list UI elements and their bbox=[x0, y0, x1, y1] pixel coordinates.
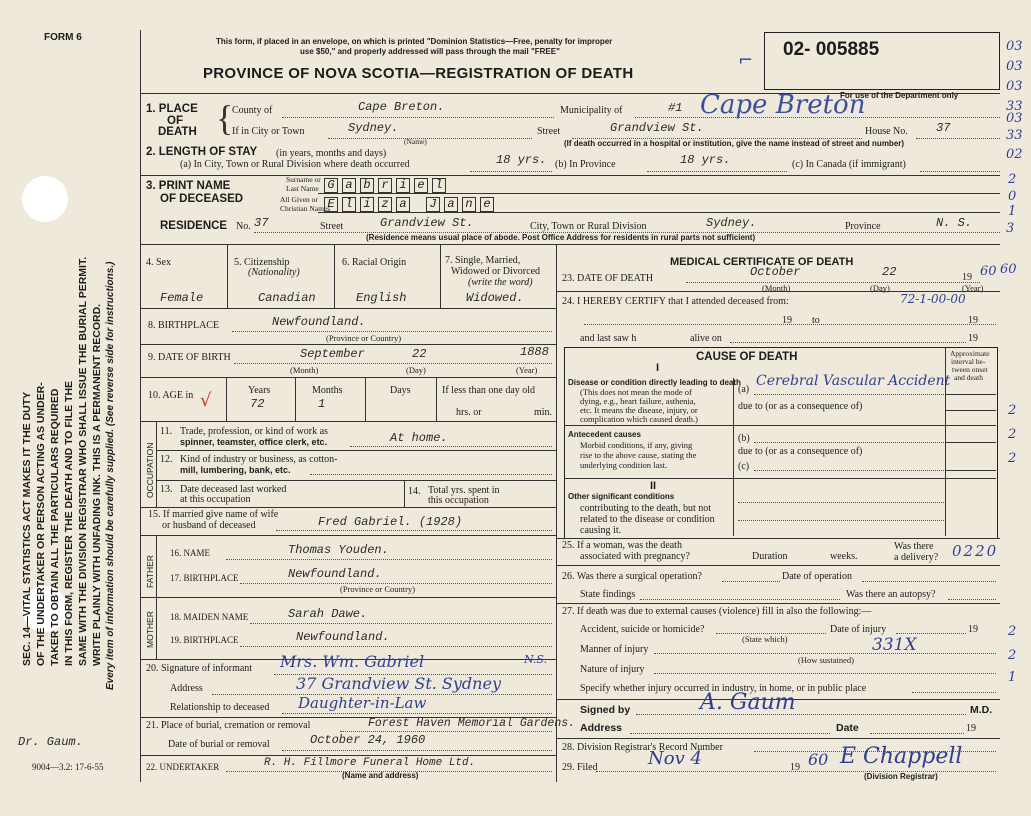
death-year-hint: (Year) bbox=[962, 283, 984, 293]
sex-label: 4. Sex bbox=[146, 257, 171, 268]
burial-place-label: 21. Place of burial, cremation or removal bbox=[146, 720, 311, 731]
hospital-note: (If death occurred in a hospital or institution, give the name instead of street and number) bbox=[564, 139, 905, 148]
months-value: 1 bbox=[318, 397, 326, 411]
signed-by-label: Signed by bbox=[580, 704, 631, 716]
informant-address: 37 Grandview St. Sydney bbox=[296, 674, 501, 693]
death-year-prefix: 19 bbox=[962, 272, 972, 283]
dept-code: 1 bbox=[1008, 204, 1017, 219]
less-than-day-label: If less than one day old bbox=[442, 385, 536, 396]
residence-street: Grandview St. bbox=[380, 216, 474, 230]
birthplace-hint: (Province or Country) bbox=[326, 333, 402, 343]
q11-number: 11. bbox=[160, 426, 173, 437]
attendance-cert-note: 72-1-00-00 bbox=[900, 292, 966, 306]
other-conditions-note-2: related to the disease or condition bbox=[580, 514, 715, 525]
surgery-label: 26. Was there a surgical operation? bbox=[562, 571, 702, 582]
dept-use-label: For use of the Department only bbox=[840, 91, 959, 100]
q13-number: 13. bbox=[160, 484, 173, 495]
house-value: 37 bbox=[936, 121, 951, 135]
birthplace-value: Newfoundland. bbox=[272, 315, 366, 329]
dob-year: 1888 bbox=[520, 345, 549, 359]
cause-title: CAUSE OF DEATH bbox=[696, 351, 798, 363]
frame-left bbox=[140, 30, 141, 782]
death-day-hint: (Day) bbox=[870, 283, 890, 293]
stay-label: 2. LENGTH OF STAY bbox=[146, 146, 258, 158]
given-letter: J bbox=[426, 197, 440, 212]
dept-code: 03 bbox=[1006, 79, 1023, 94]
stay-a-label: (a) In City, Town or Rural Division where death occurred bbox=[180, 159, 410, 170]
citizenship-value: Canadian bbox=[258, 291, 316, 305]
residence-no-label: No. bbox=[236, 221, 251, 232]
medical-title: MEDICAL CERTIFICATE OF DEATH bbox=[670, 256, 854, 268]
surname-letter: e bbox=[414, 178, 428, 193]
months-label: Months bbox=[312, 385, 343, 396]
q14-number: 14. bbox=[408, 486, 421, 497]
residence-city: Sydney. bbox=[706, 216, 757, 230]
weeks-label: weeks. bbox=[830, 551, 858, 562]
stay-hint: (in years, months and days) bbox=[276, 148, 387, 159]
stay-a-value: 18 yrs. bbox=[496, 153, 547, 167]
stay-c-label: (c) In Canada (if immigrant) bbox=[792, 159, 906, 170]
death-month-hint: (Month) bbox=[762, 283, 791, 293]
injury-date-label: Date of injury bbox=[830, 624, 887, 635]
antecedent-note-3: underlying condition last. bbox=[580, 460, 668, 470]
antecedent-note-2: rise to the above cause, stating the bbox=[580, 450, 697, 460]
sex-value: Female bbox=[160, 291, 204, 305]
to-label: to bbox=[812, 315, 820, 326]
father-name-label: 16. NAME bbox=[170, 548, 210, 558]
relationship-label: Relationship to deceased bbox=[170, 702, 270, 713]
occupation-value: At home. bbox=[390, 431, 448, 445]
filed-label: 29. Filed bbox=[562, 762, 598, 773]
attendance-cert-label: 24. I HEREBY CERTIFY that I attended deceased from: bbox=[562, 296, 789, 307]
place-of-injury-label: Specify whether injury occurred in industry, in home, or in public place bbox=[580, 683, 867, 694]
given-letter: z bbox=[378, 197, 392, 212]
accident-label: Accident, suicide or homicide? bbox=[580, 624, 705, 635]
informant-address-label: Address bbox=[170, 683, 203, 694]
nature-label: Nature of injury bbox=[580, 664, 645, 675]
physician-signature: A. Gaum bbox=[700, 690, 796, 715]
of-deceased-label: OF DECEASED bbox=[160, 193, 244, 205]
residence-label: RESIDENCE bbox=[160, 220, 228, 232]
mail-notice-2: use $50," and properly addressed will pass through the mail "FREE" bbox=[300, 47, 560, 56]
delivery-label-2: a delivery? bbox=[894, 552, 939, 563]
cause-code: 2 bbox=[1008, 403, 1017, 418]
surname-letter: i bbox=[396, 178, 410, 193]
dob-month: September bbox=[300, 347, 365, 361]
address-label: Address bbox=[580, 722, 623, 734]
dept-code: 0 bbox=[1008, 189, 1017, 204]
last-saw-year-prefix: 19 bbox=[968, 333, 978, 344]
rule bbox=[140, 244, 1000, 245]
spouse-label-2: or husband of deceased bbox=[162, 520, 256, 531]
q14-label-2: this occupation bbox=[428, 495, 489, 506]
undertaker-hint: (Name and address) bbox=[342, 771, 419, 780]
cause-code: 2 bbox=[1008, 427, 1017, 442]
injury-code: 2 bbox=[1008, 624, 1017, 639]
given-hint: All Given or bbox=[280, 195, 318, 204]
from-year-prefix: 19 bbox=[782, 315, 792, 326]
statute-notice-2: OF THE UNDERTAKER OR PERSON ACTING AS UNDER- bbox=[35, 382, 47, 666]
manner-label: Manner of injury bbox=[580, 644, 649, 655]
marital-label-2: Widowed or Divorced bbox=[451, 266, 541, 277]
racial-value: English bbox=[356, 291, 407, 305]
father-name: Thomas Youden. bbox=[288, 543, 389, 557]
occupation-side-label: OCCUPATION bbox=[145, 442, 155, 498]
residence-note: (Residence means usual place of abode. Post Office Address for residents in rural parts not sufficient) bbox=[366, 233, 756, 242]
antecedent-note-1: Morbid conditions, if any, giving bbox=[580, 440, 693, 450]
given-letter: E bbox=[324, 197, 338, 212]
alive-on-label: alive on bbox=[690, 333, 722, 344]
dept-code: 03 bbox=[1006, 111, 1023, 126]
dept-code: 3 bbox=[1006, 221, 1015, 236]
min-label: min. bbox=[534, 407, 553, 418]
surname-letter: r bbox=[378, 178, 392, 193]
injury-year-prefix: 19 bbox=[968, 624, 978, 635]
date-year-prefix: 19 bbox=[966, 723, 976, 734]
undertaker-value: R. H. Fillmore Funeral Home Ltd. bbox=[264, 757, 476, 769]
doctor-note: Dr. Gaum. bbox=[18, 735, 83, 749]
mother-side-label: MOTHER bbox=[145, 611, 155, 648]
burial-place: Forest Haven Memorial Gardens. bbox=[368, 717, 576, 730]
filed-date: Nov 4 bbox=[648, 748, 702, 769]
stay-b-label: (b) In Province bbox=[555, 159, 616, 170]
statute-notice-3: TAKER TO OBTAIN ALL THE PARTICULARS REQUIRED bbox=[49, 388, 61, 666]
registrar-record-label: 28. Division Registrar's Record Number bbox=[562, 742, 723, 753]
pregnancy-label: 25. If a woman, was the death bbox=[562, 540, 682, 551]
dob-day-hint: (Day) bbox=[406, 365, 426, 375]
form-title: PROVINCE OF NOVA SCOTIA—REGISTRATION OF DEATH bbox=[203, 65, 634, 82]
city-value: Sydney. bbox=[348, 121, 399, 135]
rule bbox=[140, 93, 1000, 94]
q13-label: Date deceased last worked bbox=[180, 484, 287, 495]
surname-letter: G bbox=[324, 178, 338, 193]
disease-note-3: etc. It means the disease, injury, or bbox=[580, 405, 698, 415]
q12-number: 12. bbox=[160, 454, 173, 465]
municipality-label: Municipality of bbox=[560, 105, 623, 116]
given-letter: a bbox=[444, 197, 458, 212]
dept-code: 60 bbox=[1000, 262, 1017, 277]
citizenship-label: 5. Citizenship bbox=[234, 257, 290, 268]
statute-notice-5: SAME WITH THE DIVISION REGISTRAR WHO SHALL ISSUE THE BURIAL PERMIT. bbox=[77, 256, 89, 666]
print-name-label: 3. PRINT NAME bbox=[146, 180, 231, 192]
hrs-label: hrs. or bbox=[456, 407, 482, 418]
given-hint-2: Christian Names bbox=[280, 204, 331, 213]
street-label: Street bbox=[537, 126, 561, 137]
citizenship-hint: (Nationality) bbox=[248, 267, 300, 278]
surname-letter: b bbox=[360, 178, 374, 193]
dept-code: 02 bbox=[1006, 147, 1023, 162]
informant-signature: Mrs. Wm. Gabriel bbox=[280, 652, 425, 671]
other-conditions-note-3: causing it. bbox=[580, 525, 622, 536]
mother-birthplace-label: 19. BIRTHPLACE bbox=[170, 635, 239, 645]
registrar-hint: (Division Registrar) bbox=[864, 772, 938, 781]
nature-side-code: 1 bbox=[1008, 670, 1017, 685]
cause-a-value: Cerebral Vascular Accident bbox=[756, 373, 951, 389]
given-letter: i bbox=[360, 197, 374, 212]
mother-name-label: 18. MAIDEN NAME bbox=[170, 612, 249, 622]
duration-label: Duration bbox=[752, 551, 788, 562]
municipality-value: #1 bbox=[668, 101, 683, 115]
residence-province-label: Province bbox=[845, 221, 881, 232]
municipality-handwritten: Cape Breton bbox=[700, 90, 866, 120]
dept-code: 03 bbox=[1006, 39, 1023, 54]
pregnancy-label-2: associated with pregnancy? bbox=[580, 551, 690, 562]
age-label: 10. AGE in bbox=[148, 390, 194, 401]
dob-year-hint: (Year) bbox=[516, 365, 538, 375]
place-label-death: DEATH bbox=[158, 126, 197, 138]
q12-label: Kind of industry or business, as cotton- bbox=[180, 454, 338, 465]
given-letter: e bbox=[480, 197, 494, 212]
brace: { bbox=[216, 98, 234, 138]
informant-sig-label: 20. Signature of informant bbox=[146, 663, 253, 674]
to-year-prefix: 19 bbox=[968, 315, 978, 326]
dept-code: 03 bbox=[1006, 59, 1023, 74]
spouse-label: 15. If married give name of wife bbox=[148, 509, 279, 520]
mother-birthplace: Newfoundland. bbox=[296, 630, 390, 644]
due-to-label-2: due to (or as a consequence of) bbox=[738, 446, 863, 457]
statute-notice-1: SEC. 14—VITAL STATISTICS ACT MAKES IT THE DUTY bbox=[21, 391, 33, 666]
mother-maiden-name: Sarah Dawe. bbox=[288, 607, 368, 621]
death-year: 60 bbox=[980, 264, 997, 279]
md-label: M.D. bbox=[970, 704, 993, 716]
marital-label: 7. Single, Married, bbox=[445, 255, 521, 266]
cause-part-I: I bbox=[656, 362, 660, 374]
years-label: Years bbox=[248, 385, 271, 396]
interval-label-3: tween onset bbox=[952, 365, 988, 374]
punch-hole-top bbox=[22, 176, 68, 222]
father-side-label: FATHER bbox=[145, 555, 155, 588]
q13-label-2: at this occupation bbox=[180, 494, 251, 505]
cause-code: 2 bbox=[1008, 451, 1017, 466]
dept-code: 33 bbox=[1006, 128, 1023, 143]
mail-notice: This form, if placed in an envelope, on which is printed "Dominion Statistics—Free, penalty for improper bbox=[216, 37, 613, 46]
disease-note-1: (This does not mean the mode of bbox=[580, 387, 692, 397]
father-birthplace: Newfoundland. bbox=[288, 567, 382, 581]
registration-number: 02- 005885 bbox=[783, 39, 880, 60]
cause-part-II: II bbox=[650, 480, 657, 492]
disease-label: Disease or condition directly leading to death bbox=[568, 378, 741, 387]
disease-note-2: dying, e.g., heart failure, asthenia, bbox=[580, 396, 696, 406]
father-birthplace-hint: (Province or Country) bbox=[340, 584, 416, 594]
given-letter: l bbox=[342, 197, 356, 212]
cause-a-label: (a) bbox=[738, 384, 750, 395]
external-causes-label: 27. If death was due to external causes (violence) fill in also the following:— bbox=[562, 606, 872, 617]
due-to-label-1: due to (or as a consequence of) bbox=[738, 401, 863, 412]
undertaker-label: 22. UNDERTAKER bbox=[146, 762, 220, 772]
pen-mark: ⌐ bbox=[738, 50, 754, 71]
q12-label-2: mill, lumbering, bank, etc. bbox=[180, 465, 291, 475]
state-which-hint: (State which) bbox=[742, 634, 788, 644]
given-letter: a bbox=[396, 197, 410, 212]
dept-code: 2 bbox=[1008, 172, 1017, 187]
burial-date: October 24, 1960 bbox=[310, 733, 426, 747]
autopsy-label: Was there an autopsy? bbox=[846, 589, 936, 600]
place-label: 1. PLACE bbox=[146, 103, 198, 115]
burial-date-label: Date of burial or removal bbox=[168, 739, 270, 750]
relationship-value: Daughter-in-Law bbox=[298, 694, 427, 712]
other-conditions-note-1: contributing to the death, but not bbox=[580, 503, 712, 514]
disease-note-4: complication which caused death.) bbox=[580, 414, 699, 424]
filed-year-prefix: 19 bbox=[790, 762, 800, 773]
date-of-death-label: 23. DATE OF DEATH bbox=[562, 273, 654, 284]
county-value: Cape Breton. bbox=[358, 100, 445, 114]
death-month: October bbox=[750, 265, 801, 279]
place-label-of: OF bbox=[167, 115, 183, 127]
last-saw-label: and last saw h bbox=[580, 333, 637, 344]
dob-day: 22 bbox=[412, 347, 427, 361]
county-label: County of bbox=[232, 105, 273, 116]
years-value: 72 bbox=[250, 397, 265, 411]
q11-label-2: spinner, teamster, office clerk, etc. bbox=[180, 437, 328, 447]
house-label: House No. bbox=[865, 126, 908, 137]
surname-hint-2: Last Name bbox=[286, 184, 319, 193]
dept-code: 33 bbox=[1006, 99, 1023, 114]
antecedent-label: Antecedent causes bbox=[568, 430, 641, 439]
manner-code: 331X bbox=[872, 635, 917, 655]
informant-ns: N.S. bbox=[524, 653, 548, 666]
residence-street-label: Street bbox=[320, 221, 344, 232]
surname-letter: l bbox=[432, 178, 446, 193]
cause-c-label: (c) bbox=[738, 461, 750, 472]
death-day: 22 bbox=[882, 265, 897, 279]
delivery-label: Was there bbox=[894, 541, 934, 552]
dob-label: 9. DATE OF BIRTH bbox=[148, 352, 231, 363]
stay-b-value: 18 yrs. bbox=[680, 153, 731, 167]
city-label: If in City or Town bbox=[232, 126, 305, 137]
cause-b-label: (b) bbox=[738, 433, 750, 444]
manner-side-code: 2 bbox=[1008, 648, 1017, 663]
age-checkmark: √ bbox=[200, 390, 212, 411]
marital-value: Widowed. bbox=[466, 291, 524, 305]
name-hint: (Name) bbox=[404, 137, 427, 146]
filed-year: 60 bbox=[808, 750, 829, 769]
other-conditions-label: Other significant conditions bbox=[568, 492, 675, 501]
operation-date-label: Date of operation bbox=[782, 571, 852, 582]
q14-label: Total yrs. spent in bbox=[428, 485, 500, 496]
given-letter: n bbox=[462, 197, 476, 212]
q11-label: Trade, profession, or kind of work as bbox=[180, 426, 328, 437]
statute-notice-4: IN THIS FORM, REGISTER THE DEATH AND TO FILE THE bbox=[63, 380, 75, 666]
street-value: Grandview St. bbox=[610, 121, 704, 135]
dob-month-hint: (Month) bbox=[290, 365, 319, 375]
birthplace-label: 8. BIRTHPLACE bbox=[148, 320, 220, 331]
days-label: Days bbox=[390, 385, 411, 396]
interval-label: Approximate bbox=[950, 349, 990, 358]
pregnancy-codes: 0220 bbox=[952, 542, 999, 560]
surname-hint: Surname or bbox=[286, 175, 321, 184]
residence-province: N. S. bbox=[936, 216, 973, 230]
findings-label: State findings bbox=[580, 589, 636, 600]
residence-no: 37 bbox=[254, 216, 269, 230]
statute-notice-6: WRITE PLAINLY WITH UNFADING INK. THIS IS A PERMANENT RECORD. bbox=[91, 303, 103, 666]
interval-label-4: and death bbox=[954, 373, 983, 382]
date-label: Date bbox=[836, 722, 859, 734]
spouse-value: Fred Gabriel. (1928) bbox=[318, 515, 463, 529]
form-number: FORM 6 bbox=[44, 32, 82, 43]
father-birthplace-label: 17. BIRTHPLACE bbox=[170, 573, 239, 583]
racial-label: 6. Racial Origin bbox=[342, 257, 407, 268]
footer-code: 9004—3.2: 17-6-55 bbox=[32, 762, 104, 772]
interval-label-2: interval be- bbox=[951, 357, 986, 366]
surname-letter: a bbox=[342, 178, 356, 193]
registrar-signature: E Chappell bbox=[840, 744, 963, 769]
marital-hint: (write the word) bbox=[468, 277, 533, 288]
residence-city-label: City, Town or Rural Division bbox=[530, 221, 647, 232]
instructions-note: Every item of information should be carefully supplied. (See reverse side for instructions.) bbox=[105, 261, 116, 690]
how-sustained-hint: (How sustained) bbox=[798, 655, 854, 665]
